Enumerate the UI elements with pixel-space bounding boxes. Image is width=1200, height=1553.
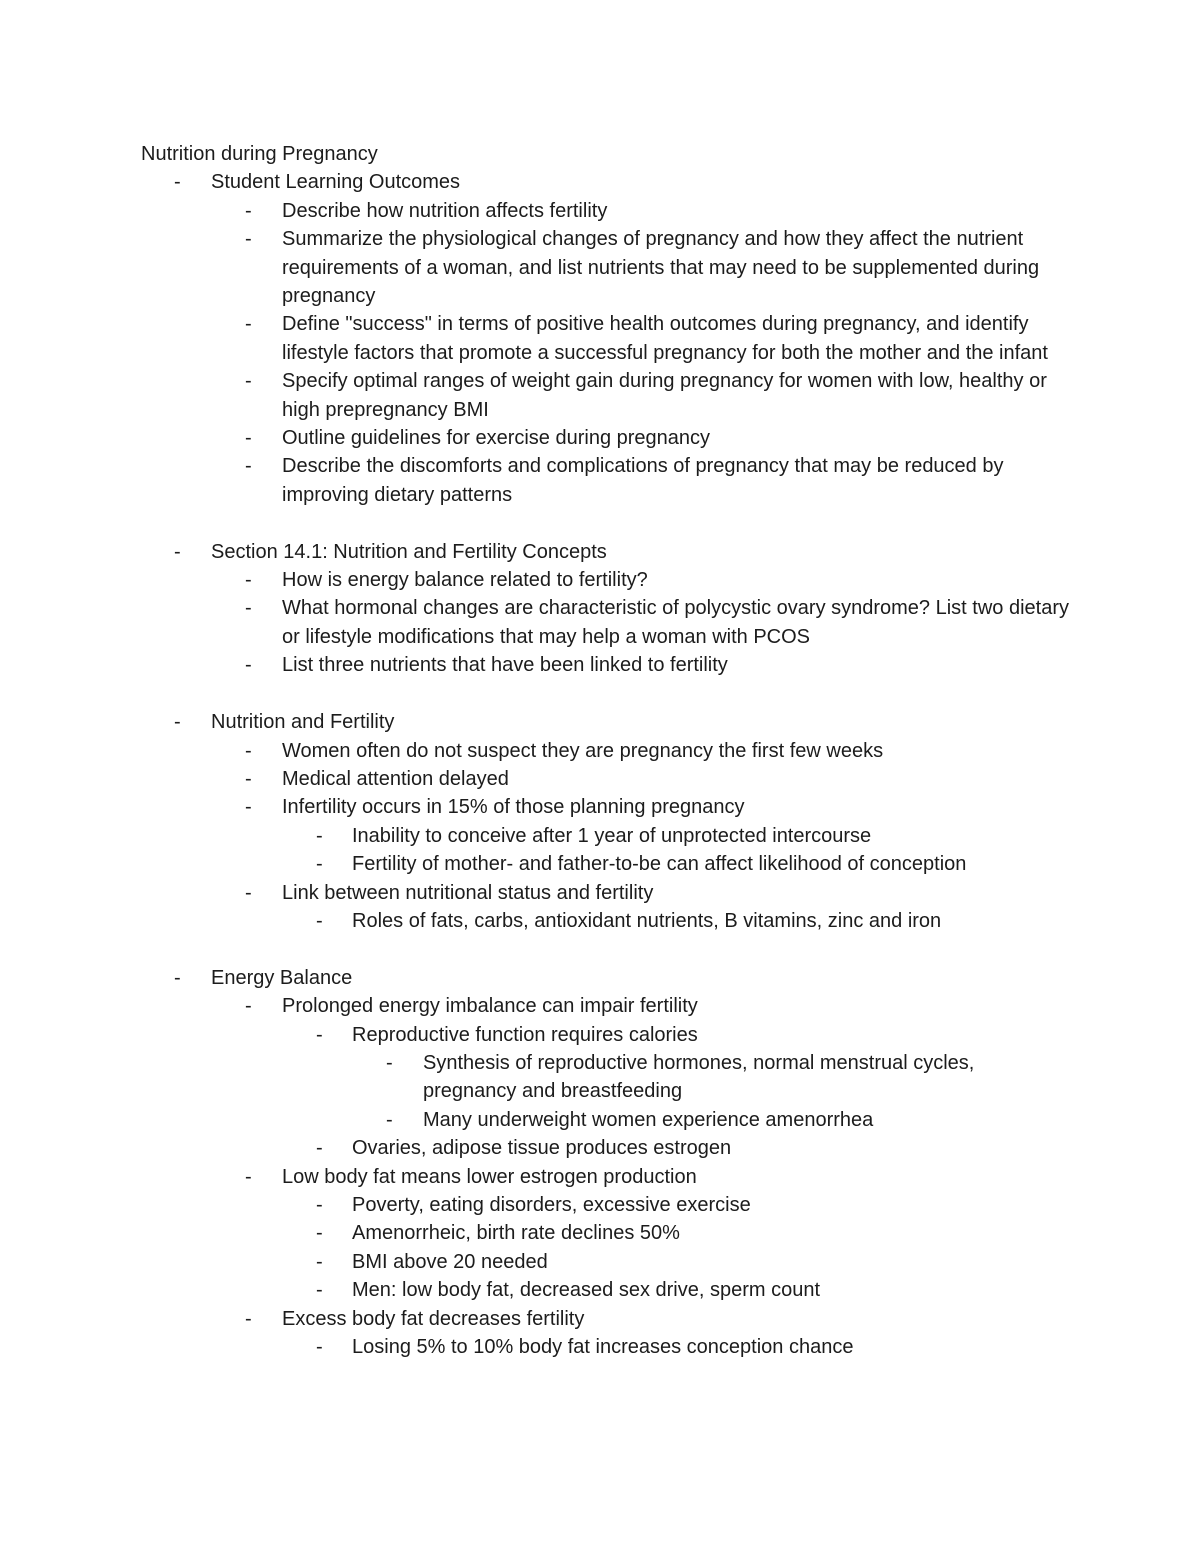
- bullet-dash: -: [316, 1250, 323, 1273]
- outline: [141, 168, 1071, 1361]
- list-item: [141, 992, 1071, 1020]
- list-item-text: Specify optimal ranges of weight gain during pregnancy for women with low, healthy or high prepregnancy BMI: [282, 370, 1047, 421]
- list-item-text: Student Learning Outcomes: [211, 171, 461, 194]
- bullet-dash: -: [316, 909, 323, 932]
- bullet-dash: -: [174, 711, 181, 734]
- outline-section: [141, 964, 1071, 1362]
- list-item-text: Nutrition and Fertility: [211, 711, 395, 734]
- list-item: [141, 737, 1071, 765]
- list-item: [141, 1276, 1071, 1304]
- bullet-dash: -: [316, 824, 323, 847]
- list-item-text: Link between nutritional status and fertility: [282, 881, 654, 904]
- list-item-text: What hormonal changes are characteristic of polycystic ovary syndrome? List two dietary or lifestyle modifications that may help a woman with PCOS: [282, 597, 1070, 648]
- bullet-dash: -: [386, 1108, 393, 1131]
- list-item: [141, 765, 1071, 793]
- list-item-text: BMI above 20 needed: [352, 1250, 548, 1273]
- list-item: [141, 1219, 1071, 1247]
- list-item: [141, 310, 1071, 367]
- bullet-dash: -: [174, 966, 181, 989]
- list-item: [141, 1248, 1071, 1276]
- list-item: [141, 168, 1071, 196]
- list-item-text: Low body fat means lower estrogen production: [282, 1165, 697, 1188]
- list-item-text: Outline guidelines for exercise during pregnancy: [282, 427, 711, 450]
- list-item-text: How is energy balance related to fertility?: [282, 569, 648, 592]
- bullet-dash: -: [174, 171, 181, 194]
- list-item: [141, 538, 1071, 566]
- outline-section: [141, 168, 1071, 509]
- list-item-text: Describe the discomforts and complications of pregnancy that may be reduced by improving dietary patterns: [282, 455, 1004, 506]
- list-item: [141, 367, 1071, 424]
- bullet-dash: -: [245, 597, 252, 620]
- list-item: [141, 1305, 1071, 1333]
- list-item-text: Summarize the physiological changes of pregnancy and how they affect the nutrient requirements of a woman, and list nutrients that may need to be supplemented during pregnancy: [282, 228, 1040, 308]
- list-item-text: Roles of fats, carbs, antioxidant nutrients, B vitamins, zinc and iron: [352, 909, 942, 932]
- list-item-text: Amenorrheic, birth rate declines 50%: [352, 1222, 680, 1245]
- list-item: [141, 1134, 1071, 1162]
- list-item-text: Energy Balance: [211, 966, 353, 989]
- list-item-text: Fertility of mother- and father-to-be can affect likelihood of conception: [352, 853, 967, 876]
- list-item-text: Describe how nutrition affects fertility: [282, 199, 608, 222]
- outline-section: [141, 538, 1071, 680]
- bullet-dash: -: [316, 1137, 323, 1160]
- list-item: [141, 1049, 1071, 1106]
- list-item-text: Prolonged energy imbalance can impair fertility: [282, 995, 698, 1018]
- list-item: [141, 964, 1071, 992]
- list-item: [141, 907, 1071, 935]
- document-title: Nutrition during Pregnancy: [141, 143, 378, 165]
- list-item-text: Infertility occurs in 15% of those planning pregnancy: [282, 796, 745, 819]
- bullet-dash: -: [386, 1051, 393, 1074]
- list-item-text: Excess body fat decreases fertility: [282, 1307, 585, 1330]
- list-item-text: Poverty, eating disorders, excessive exercise: [352, 1193, 751, 1216]
- list-item-text: Many underweight women experience amenorrhea: [423, 1108, 874, 1131]
- outline-section: [141, 708, 1071, 935]
- bullet-dash: -: [245, 569, 252, 592]
- list-item: [141, 708, 1071, 736]
- document-body: [141, 140, 1071, 1361]
- list-item-text: Women often do not suspect they are pregnancy the first few weeks: [282, 739, 884, 762]
- bullet-dash: -: [245, 370, 252, 393]
- bullet-dash: -: [245, 881, 252, 904]
- list-item-text: Medical attention delayed: [282, 767, 509, 790]
- list-item: [141, 850, 1071, 878]
- list-item-text: Define "success" in terms of positive health outcomes during pregnancy, and identify lifestyle factors that promote a successful pregnancy for both the mother and the infant: [282, 313, 1048, 364]
- list-item: [141, 822, 1071, 850]
- bullet-dash: -: [245, 455, 252, 478]
- list-item: [141, 197, 1071, 225]
- bullet-dash: -: [245, 228, 252, 251]
- list-item-text: List three nutrients that have been linked to fertility: [282, 654, 728, 677]
- list-item: [141, 1106, 1071, 1134]
- bullet-dash: -: [245, 767, 252, 790]
- bullet-dash: -: [316, 1222, 323, 1245]
- list-item: [141, 566, 1071, 594]
- list-item: [141, 1021, 1071, 1049]
- bullet-dash: -: [245, 796, 252, 819]
- list-item-text: Synthesis of reproductive hormones, normal menstrual cycles, pregnancy and breastfeeding: [423, 1051, 975, 1103]
- list-item: [141, 879, 1071, 907]
- list-item-text: Men: low body fat, decreased sex drive, sperm count: [352, 1279, 821, 1302]
- list-item: [141, 793, 1071, 821]
- list-item: [141, 452, 1071, 509]
- bullet-dash: -: [245, 1165, 252, 1188]
- list-item-text: Inability to conceive after 1 year of unprotected intercourse: [352, 824, 872, 847]
- bullet-dash: -: [174, 540, 181, 563]
- list-item-text: Ovaries, adipose tissue produces estrogen: [352, 1137, 732, 1160]
- list-item-text: Losing 5% to 10% body fat increases conception chance: [352, 1336, 854, 1359]
- list-item: [141, 594, 1071, 651]
- bullet-dash: -: [245, 739, 252, 762]
- list-item: [141, 225, 1071, 310]
- bullet-dash: -: [316, 1336, 323, 1359]
- bullet-dash: -: [316, 1193, 323, 1216]
- list-item: [141, 1191, 1071, 1219]
- bullet-dash: -: [316, 1023, 323, 1046]
- list-item: [141, 651, 1071, 679]
- list-item: [141, 1333, 1071, 1361]
- list-item: [141, 1163, 1071, 1191]
- bullet-dash: -: [245, 995, 252, 1018]
- bullet-dash: -: [316, 1279, 323, 1302]
- list-item: [141, 424, 1071, 452]
- bullet-dash: -: [245, 199, 252, 222]
- bullet-dash: -: [316, 853, 323, 876]
- bullet-dash: -: [245, 313, 252, 336]
- bullet-dash: -: [245, 654, 252, 677]
- bullet-dash: -: [245, 427, 252, 450]
- list-item-text: Section 14.1: Nutrition and Fertility Concepts: [211, 540, 607, 563]
- list-item-text: Reproductive function requires calories: [352, 1023, 698, 1046]
- bullet-dash: -: [245, 1307, 252, 1330]
